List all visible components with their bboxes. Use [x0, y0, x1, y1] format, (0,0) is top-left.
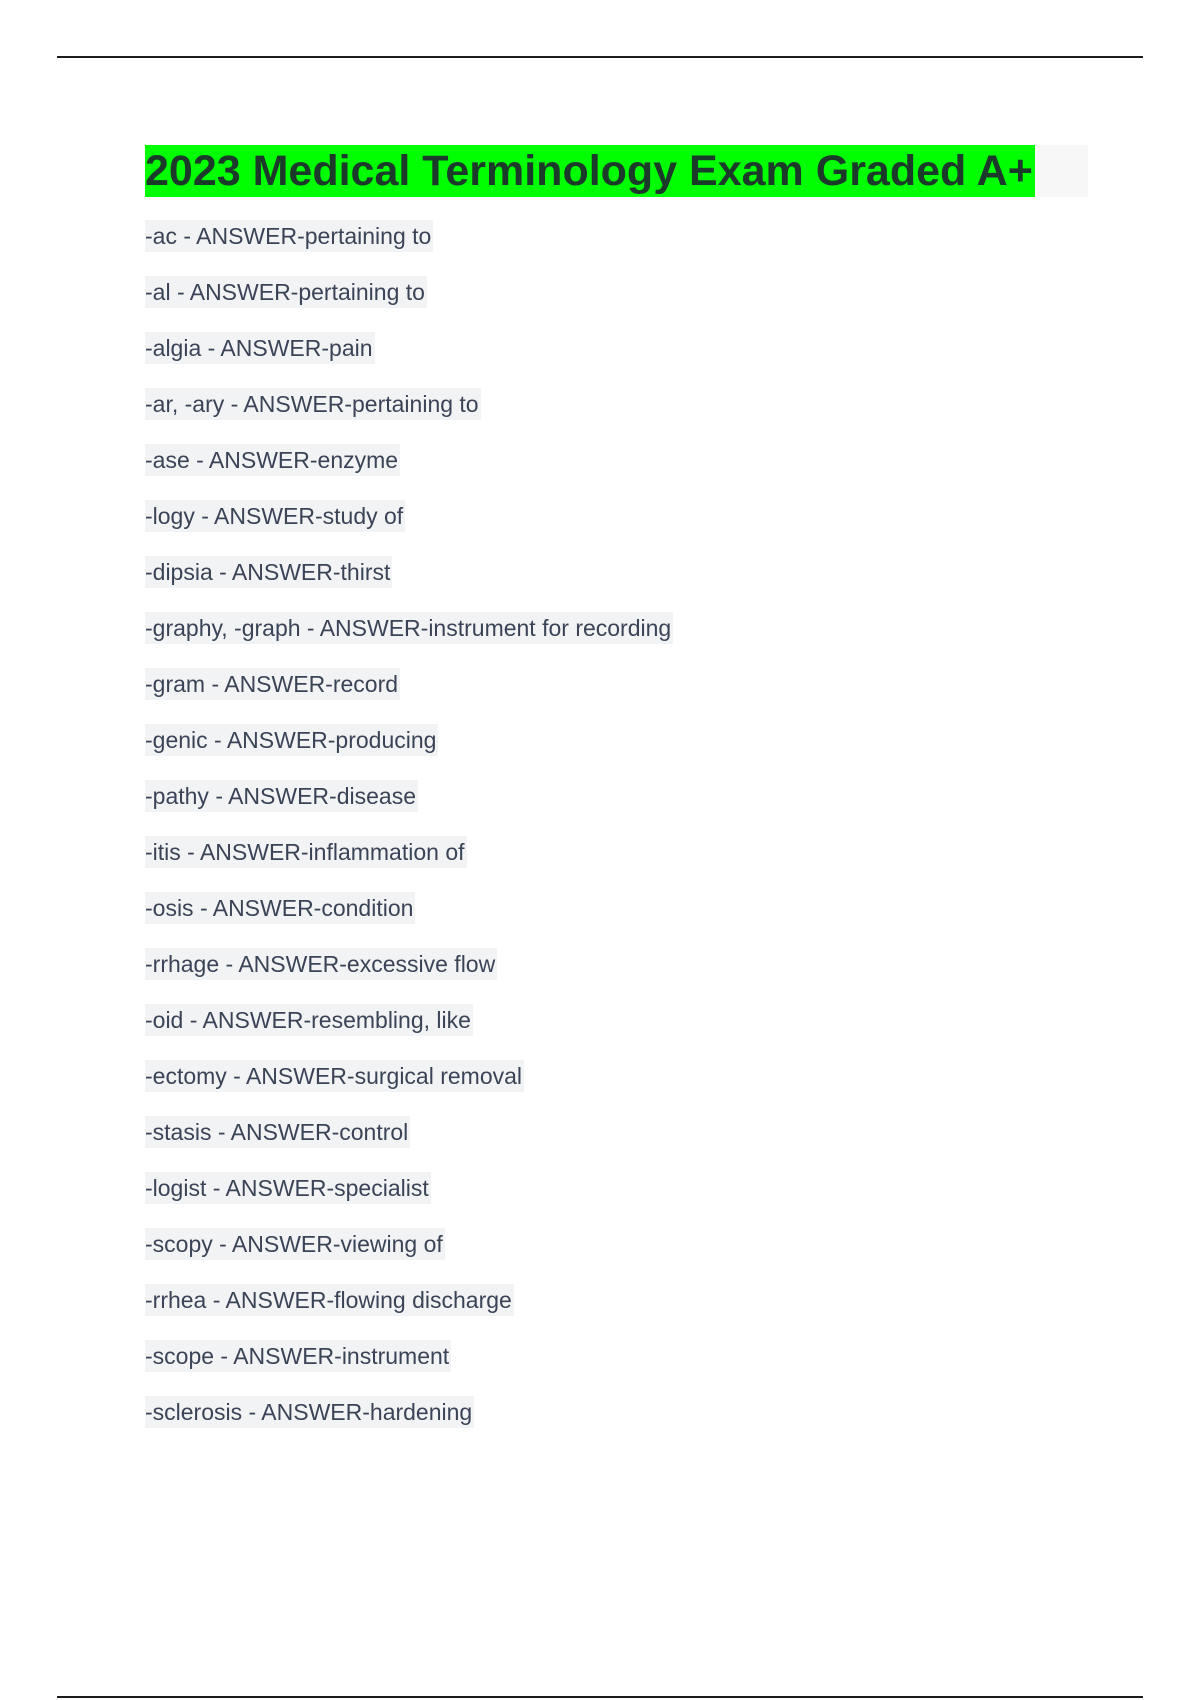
term-entry: -ase - ANSWER-enzyme: [145, 444, 400, 476]
term-entry: -rrhea - ANSWER-flowing discharge: [145, 1284, 514, 1316]
term-entry: -oid - ANSWER-resembling, like: [145, 1004, 473, 1036]
term-entry: -ar, -ary - ANSWER-pertaining to: [145, 388, 481, 420]
list-item: [145, 892, 1145, 948]
list-item: [145, 724, 1145, 780]
term-entry: -scope - ANSWER-instrument: [145, 1340, 451, 1372]
list-item: [145, 1116, 1145, 1172]
bottom-divider: [57, 1696, 1143, 1698]
list-item: [145, 1004, 1145, 1060]
term-entry: -algia - ANSWER-pain: [145, 332, 375, 364]
list-item: [145, 612, 1145, 668]
term-entry: -itis - ANSWER-inflammation of: [145, 836, 467, 868]
list-item: [145, 780, 1145, 836]
list-item: [145, 836, 1145, 892]
term-entry: -osis - ANSWER-condition: [145, 892, 415, 924]
list-item: [145, 1396, 1145, 1452]
term-entry: -rrhage - ANSWER-excessive flow: [145, 948, 497, 980]
list-item: [145, 948, 1145, 1004]
top-divider: [57, 56, 1143, 58]
list-item: [145, 556, 1145, 612]
title-block: [145, 145, 1088, 197]
term-entry: -logist - ANSWER-specialist: [145, 1172, 431, 1204]
term-entry: -ac - ANSWER-pertaining to: [145, 220, 433, 252]
term-entry: -gram - ANSWER-record: [145, 668, 400, 700]
term-entry: -dipsia - ANSWER-thirst: [145, 556, 392, 588]
list-item: [145, 668, 1145, 724]
list-item: [145, 1340, 1145, 1396]
list-item: [145, 1228, 1145, 1284]
term-entry: -al - ANSWER-pertaining to: [145, 276, 427, 308]
term-entry: -scopy - ANSWER-viewing of: [145, 1228, 445, 1260]
list-item: [145, 444, 1145, 500]
term-entry: -pathy - ANSWER-disease: [145, 780, 418, 812]
list-item: [145, 388, 1145, 444]
list-item: [145, 1172, 1145, 1228]
term-entry: -ectomy - ANSWER-surgical removal: [145, 1060, 524, 1092]
term-entry: -genic - ANSWER-producing: [145, 724, 438, 756]
document-title: 2023 Medical Terminology Exam Graded A+: [145, 147, 1033, 195]
term-list: [145, 220, 1145, 1452]
list-item: [145, 220, 1145, 276]
term-entry: -logy - ANSWER-study of: [145, 500, 405, 532]
term-entry: -graphy, -graph - ANSWER-instrument for recording: [145, 612, 673, 644]
list-item: [145, 1284, 1145, 1340]
term-entry: -stasis - ANSWER-control: [145, 1116, 410, 1148]
list-item: [145, 332, 1145, 388]
term-entry: -sclerosis - ANSWER-hardening: [145, 1396, 474, 1428]
list-item: [145, 500, 1145, 556]
list-item: [145, 1060, 1145, 1116]
list-item: [145, 276, 1145, 332]
